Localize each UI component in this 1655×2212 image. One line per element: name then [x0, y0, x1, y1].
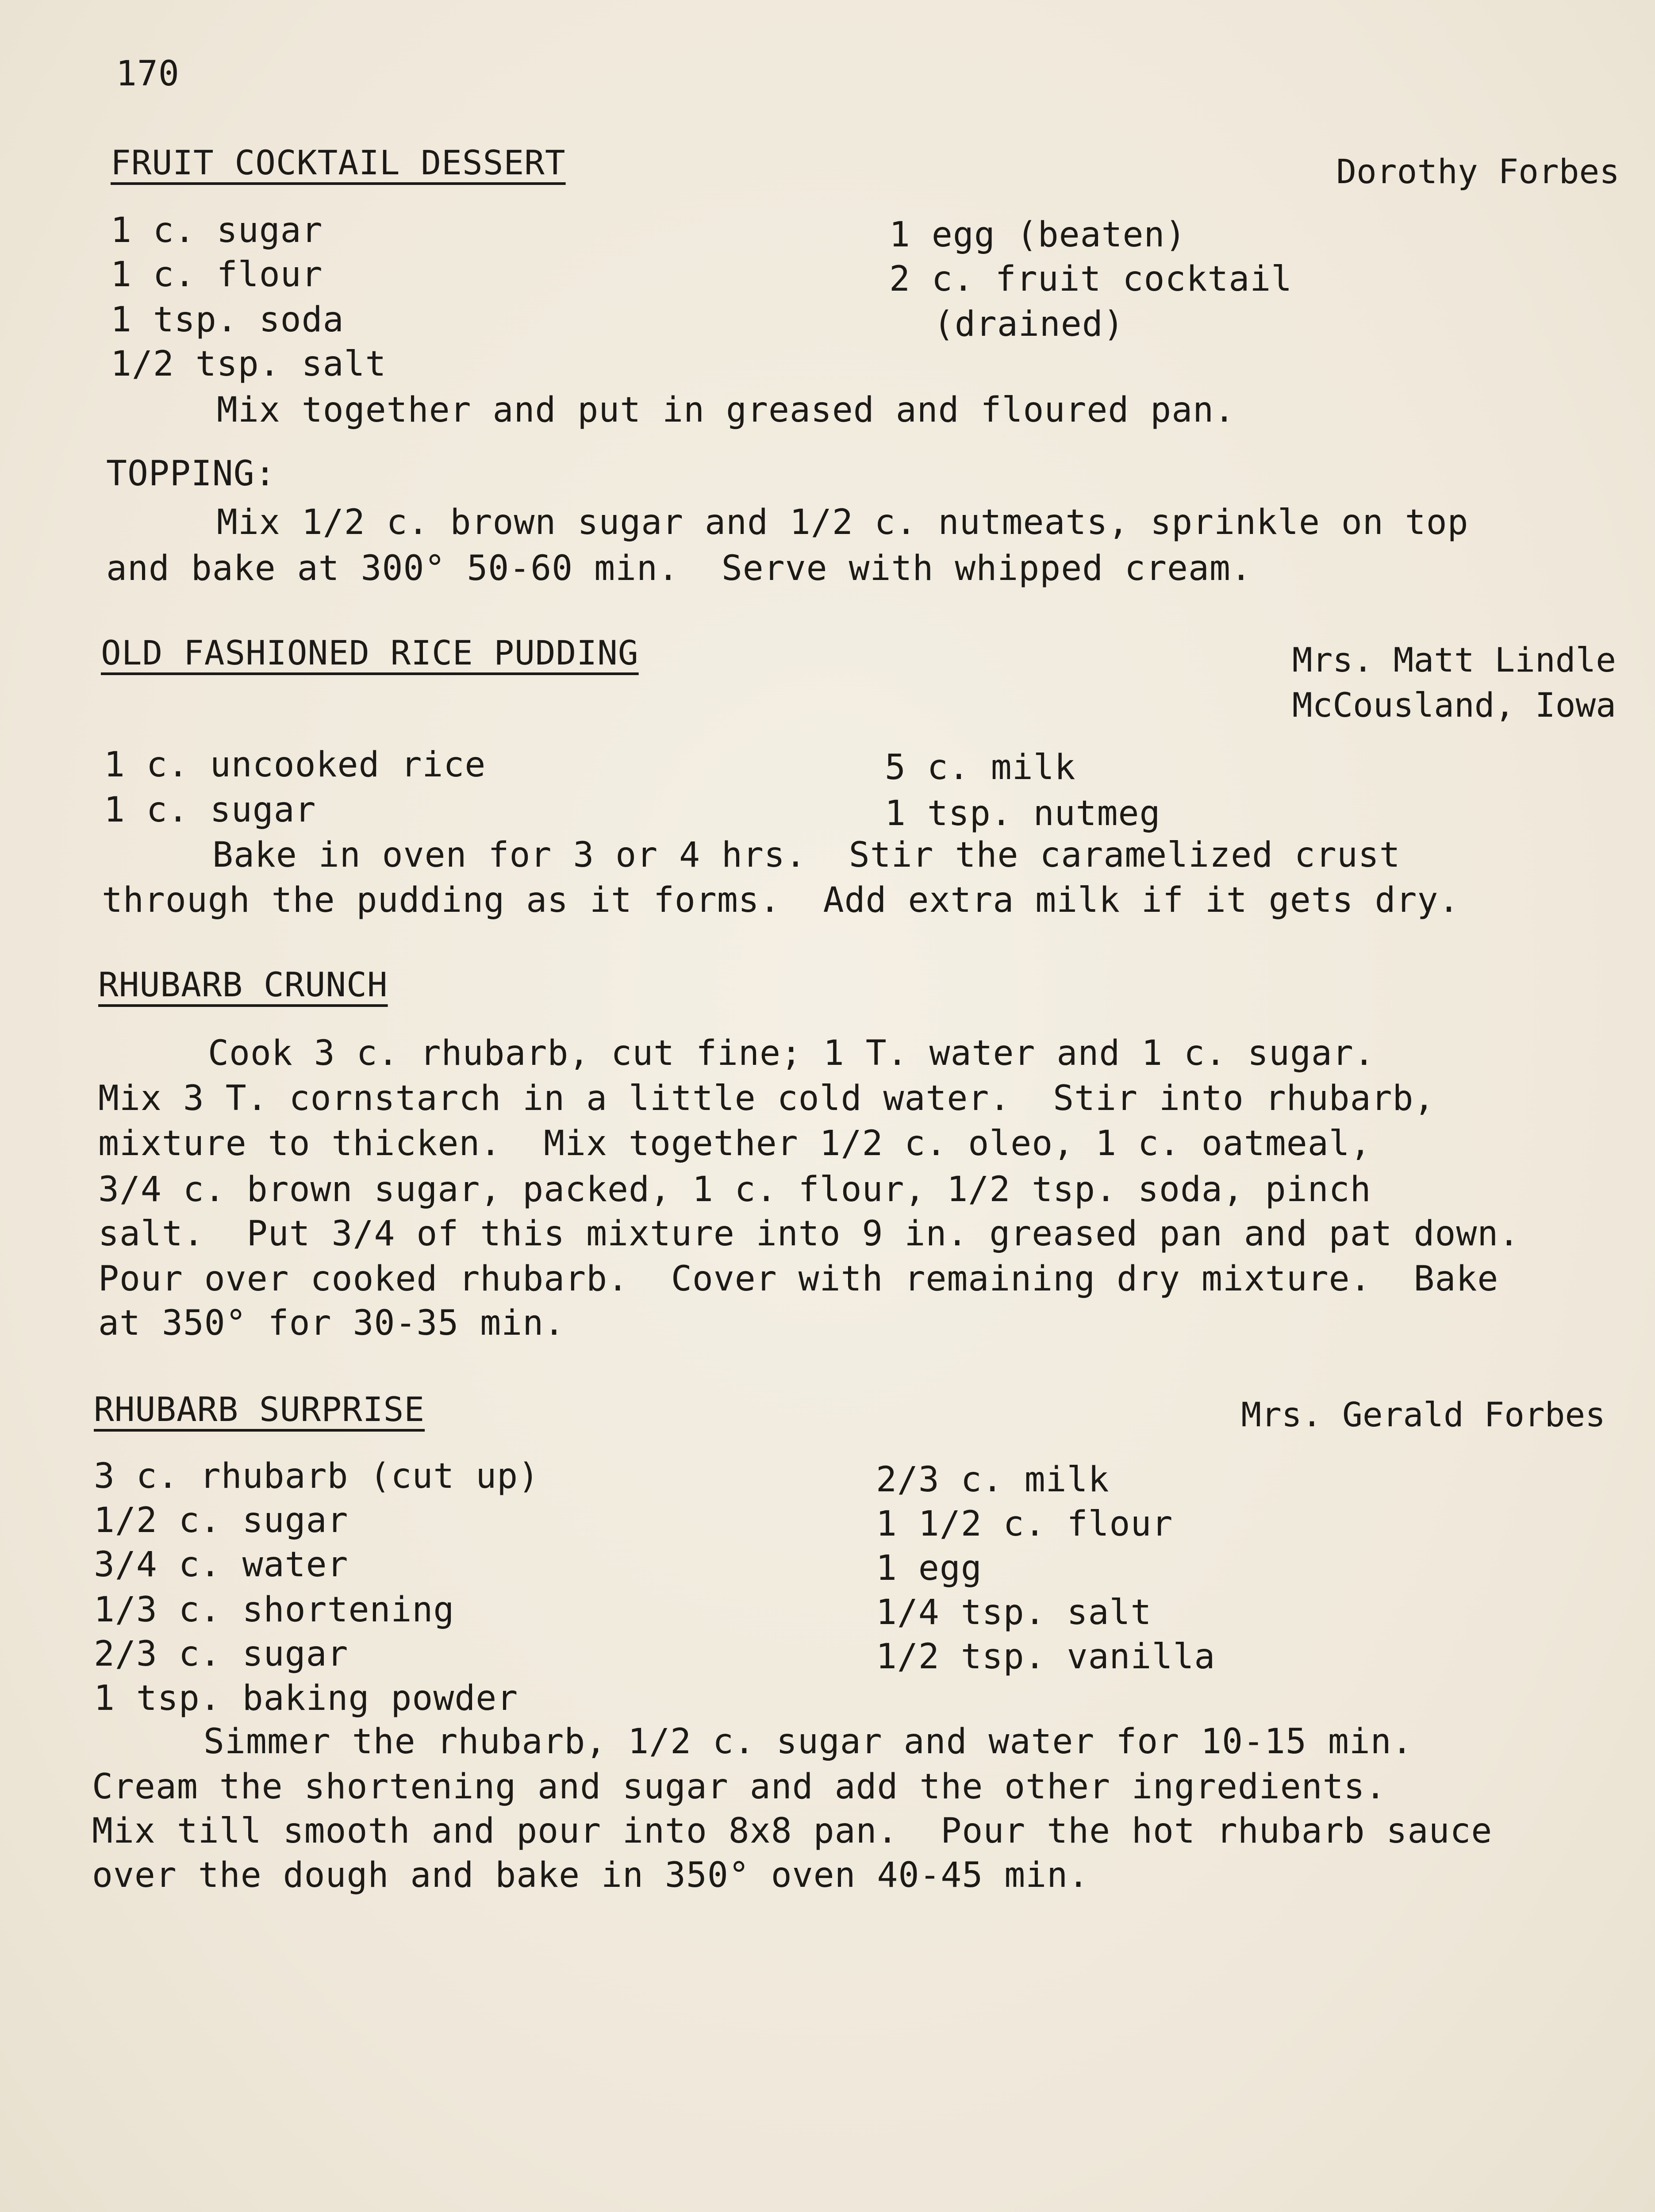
ingredient: 1 c. uncooked rice	[104, 745, 486, 785]
recipe-title: FRUIT COCKTAIL DESSERT	[111, 143, 566, 182]
ingredient: 1/2 tsp. vanilla	[876, 1637, 1216, 1677]
recipe-title: OLD FASHIONED RICE PUDDING	[101, 633, 639, 672]
ingredient: 2/3 c. milk	[876, 1460, 1110, 1500]
direction-line: Mix together and put in greased and floured pan.	[217, 390, 1236, 430]
ingredient: (drained)	[933, 304, 1125, 344]
direction-line: mixture to thicken. Mix together 1/2 c. oleo, 1 c. oatmeal,	[98, 1124, 1371, 1164]
recipe-author: Mrs. Matt Lindle	[1292, 640, 1616, 680]
ingredient: 1/3 c. shortening	[94, 1590, 455, 1630]
ingredient: 5 c. milk	[885, 748, 1076, 787]
direction-line: and bake at 300° 50-60 min. Serve with whipped cream.	[106, 549, 1252, 588]
direction-line: through the pudding as it forms. Add extra milk if it gets dry.	[102, 880, 1460, 920]
ingredient: 1 1/2 c. flour	[876, 1504, 1173, 1544]
ingredient: 1 c. sugar	[111, 211, 323, 250]
ingredient: 1 tsp. soda	[111, 300, 344, 340]
ingredient: 3 c. rhubarb (cut up)	[94, 1456, 540, 1496]
recipe-author-location: McCousland, Iowa	[1292, 685, 1616, 725]
ingredient: 2 c. fruit cocktail	[889, 259, 1293, 299]
recipe-title: RHUBARB CRUNCH	[98, 965, 388, 1004]
ingredient: 1/4 tsp. salt	[876, 1593, 1152, 1632]
direction-line: Mix 1/2 c. brown sugar and 1/2 c. nutmeats, sprinkle on top	[217, 503, 1469, 542]
direction-line: Simmer the rhubarb, 1/2 c. sugar and water for 10-15 min.	[204, 1722, 1413, 1762]
ingredient: 1 c. flour	[111, 255, 323, 295]
ingredient: 1 tsp. baking powder	[94, 1678, 518, 1718]
ingredient: 1/2 tsp. salt	[111, 344, 387, 384]
ingredient: 1 egg	[876, 1548, 982, 1588]
ingredient: 1 egg (beaten)	[889, 215, 1187, 255]
direction-line: over the dough and bake in 350° oven 40-45 min.	[92, 1855, 1090, 1895]
direction-line: Mix 3 T. cornstarch in a little cold water. Stir into rhubarb,	[98, 1079, 1435, 1118]
direction-line: salt. Put 3/4 of this mixture into 9 in. greased pan and pat down.	[98, 1214, 1520, 1254]
ingredient: 3/4 c. water	[94, 1545, 349, 1585]
recipe-author: Mrs. Gerald Forbes	[1241, 1395, 1605, 1434]
ingredient: 1 c. sugar	[104, 790, 316, 830]
direction-line: Mix till smooth and pour into 8x8 pan. Pour the hot rhubarb sauce	[92, 1811, 1493, 1851]
ingredient: 1/2 c. sugar	[94, 1501, 349, 1540]
recipe-author: Dorothy Forbes	[1336, 152, 1620, 191]
ingredient: 1 tsp. nutmeg	[885, 794, 1161, 833]
direction-line: at 350° for 30-35 min.	[98, 1303, 565, 1343]
topping-heading: TOPPING:	[106, 454, 276, 494]
direction-line: Cook 3 c. rhubarb, cut fine; 1 T. water and 1 c. sugar.	[208, 1033, 1375, 1073]
page-number: 170	[116, 54, 180, 94]
recipe-title: RHUBARB SURPRISE	[94, 1390, 425, 1429]
direction-line: Cream the shortening and sugar and add the other ingredients.	[92, 1767, 1386, 1807]
direction-line: Bake in oven for 3 or 4 hrs. Stir the caramelized crust	[212, 835, 1401, 875]
direction-line: 3/4 c. brown sugar, packed, 1 c. flour, 1/2 tsp. soda, pinch	[98, 1170, 1371, 1210]
direction-line: Pour over cooked rhubarb. Cover with remaining dry mixture. Bake	[98, 1259, 1499, 1299]
ingredient: 2/3 c. sugar	[94, 1634, 349, 1674]
